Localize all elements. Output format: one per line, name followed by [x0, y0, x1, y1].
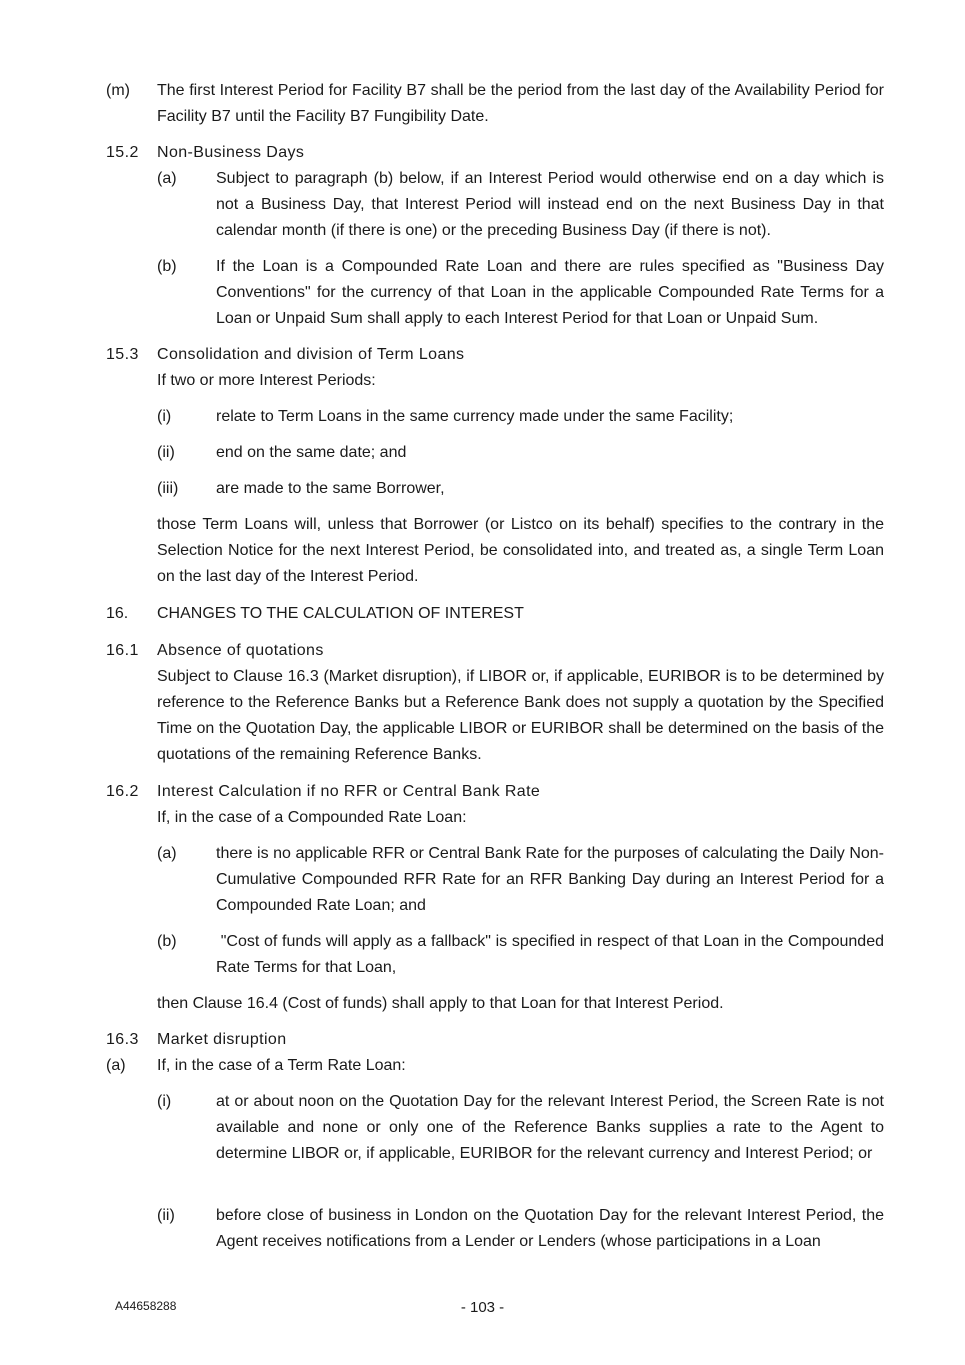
clause-15-3-ii-label: (ii) — [157, 444, 175, 461]
clause-16-2-a-text: there is no applicable RFR or Central Bank Rate for the purposes of calculating the Daily Non-Cumulative Compounded RFR Rate for an RFR Banking Day during an Interest Period for a Compounded Rate Loan; and — [216, 845, 884, 914]
document-reference: A44658288 — [115, 1299, 177, 1313]
clause-16-2-heading: Interest Calculation if no RFR or Central Bank Rate — [157, 783, 541, 800]
clause-15-3-i-text: relate to Term Loans in the same currency made under the same Facility; — [216, 408, 734, 425]
clause-15-3-intro: If two or more Interest Periods: — [157, 372, 376, 389]
clause-15-2-b-label: (b) — [157, 258, 177, 275]
clause-15-3-ii-text: end on the same date; and — [216, 444, 407, 461]
clause-16-2-outro: then Clause 16.4 (Cost of funds) shall apply to that Loan for that Interest Period. — [157, 995, 724, 1012]
clause-16-3-ii-text: before close of business in London on the Quotation Day for the relevant Interest Period, the Agent receives notifications from a Lender or Lenders (whose participations in a Loan — [216, 1207, 884, 1250]
clause-16-3-a-text: If, in the case of a Term Rate Loan: — [157, 1057, 406, 1074]
clause-16-2-b-text: "Cost of funds will apply as a fallback" is specified in respect of that Loan in the Compounded Rate Terms for that Loan, — [216, 933, 889, 976]
clause-16-2-intro: If, in the case of a Compounded Rate Loan: — [157, 809, 467, 826]
clause-16-2-a-label: (a) — [157, 845, 177, 862]
clause-16-3-a-label: (a) — [106, 1057, 126, 1074]
clause-16-3-i-text: at or about noon on the Quotation Day for the relevant Interest Period, the Screen Rate is not available and none or only one of the Reference Banks supplies a rate to the Agent to determine LIBOR or, if applicable, EURIBOR for the relevant currency and Interest Period; or — [216, 1093, 884, 1162]
clause-15-2-a-label: (a) — [157, 170, 177, 187]
clause-16-heading: CHANGES TO THE CALCULATION OF INTEREST — [157, 605, 524, 622]
clause-16-1-heading: Absence of quotations — [157, 642, 324, 659]
clause-16-1-text: Subject to Clause 16.3 (Market disruption), if LIBOR or, if applicable, EURIBOR is to be determined by reference to the Reference Banks but a Reference Bank does not supply a quotation by the Specified Time on the Quotation Day, the applicable LIBOR or EURIBOR shall be determined on the basis of the quotations of the remaining Reference Banks. — [157, 668, 884, 763]
clause-15-3-outro: those Term Loans will, unless that Borrower (or Listco on its behalf) specifies to the contrary in the Selection Notice for the next Interest Period, be consolidated into, and treated as, a single Term Loan on the last day of the Interest Period. — [157, 516, 884, 585]
clause-15-2-b-text: If the Loan is a Compounded Rate Loan and there are rules specified as "Business Day Conventions" for the currency of that Loan in the applicable Compounded Rate Terms for a Loan or Unpaid Sum shall apply to each Interest Period for that Loan or Unpaid Sum. — [216, 258, 884, 327]
clause-15-3-i-label: (i) — [157, 408, 172, 425]
page-number: - 103 - — [460, 1299, 505, 1316]
clause-m-label: (m) — [106, 82, 130, 99]
clause-16-2-number: 16.2 — [106, 783, 139, 800]
clause-16-3-ii-label: (ii) — [157, 1207, 175, 1224]
clause-16-3-number: 16.3 — [106, 1031, 139, 1048]
clause-16-3-heading: Market disruption — [157, 1031, 287, 1048]
clause-15-2-number: 15.2 — [106, 144, 139, 161]
clause-15-3-number: 15.3 — [106, 346, 139, 363]
clause-m-text: The first Interest Period for Facility B7 shall be the period from the last day of the Availability Period for Facility B7 until the Facility B7 Fungibility Date. — [157, 82, 884, 125]
clause-15-3-iii-text: are made to the same Borrower, — [216, 480, 445, 497]
clause-15-2-heading: Non-Business Days — [157, 144, 305, 161]
clause-15-2-a-text: Subject to paragraph (b) below, if an Interest Period would otherwise end on a day which is not a Business Day, that Interest Period will instead end on the next Business Day in that calendar month (if there is one) or the preceding Business Day (if there is not). — [216, 170, 884, 239]
clause-15-3-iii-label: (iii) — [157, 480, 179, 497]
clause-16-number: 16. — [106, 605, 129, 622]
clause-15-3-heading: Consolidation and division of Term Loans — [157, 346, 465, 363]
clause-16-1-number: 16.1 — [106, 642, 139, 659]
clause-16-2-b-label: (b) — [157, 933, 177, 950]
clause-16-3-i-label: (i) — [157, 1093, 172, 1110]
